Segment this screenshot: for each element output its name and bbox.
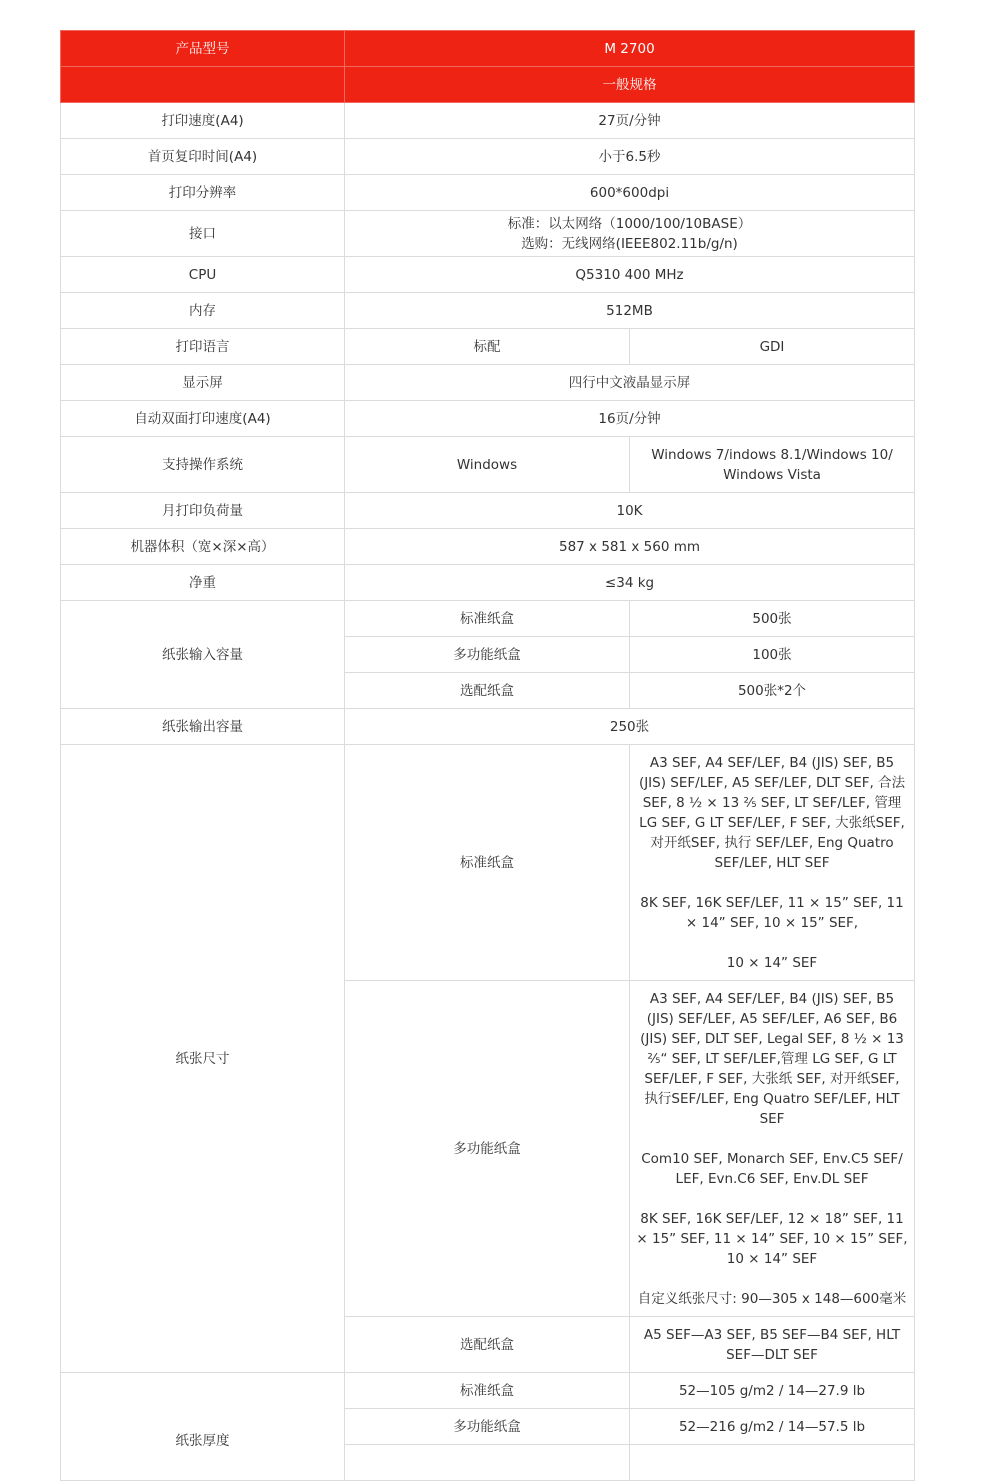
spec-value: 52—105 g/m2 / 14—27.9 lb [630,1373,915,1409]
spec-row-duplex-speed [61,401,915,437]
spec-value: 512MB [345,293,915,329]
spec-value: A3 SEF, A4 SEF/LEF, B4 (JIS) SEF, B5 (JIS) SEF/LEF, A5 SEF/LEF, A6 SEF, B6 (JIS) SEF, DLT SEF, Legal SEF, 8 ½ × 13 ⅖“ SEF, LT SEF/LEF,管理 LG SEF, G LT SEF/LEF, F SEF, 大张纸 SEF, 对开纸SEF, 执行SEF/LEF, Eng Quatro SEF/LEF, HLT SEF Com10 SEF, Monarch SEF, Env.C5 SEF/ LEF, Evn.C6 SEF, Env.DL SEF 8K SEF, 16K SEF/LEF, 12 × 18” SEF, 11 × 15” SEF, 11 × 14” SEF, 10 × 15” SEF, 10 × 14” SEF 自定义纸张尺寸: 90—305 x 148—600毫米 [630,981,915,1317]
spec-value: 100张 [630,637,915,673]
spec-row-input-standard [61,601,915,637]
spec-row-memory [61,293,915,329]
spec-table [60,30,915,1481]
spec-row-dimensions [61,529,915,565]
spec-sublabel: 多功能纸盒 [345,1409,630,1445]
spec-value: A5 SEF—A3 SEF, B5 SEF—B4 SEF, HLT SEF—DLT SEF [630,1317,915,1373]
spec-sublabel: 标准纸盒 [345,745,630,981]
spec-value: Q5310 400 MHz [345,257,915,293]
spec-label: CPU [61,257,345,293]
spec-value: A3 SEF, A4 SEF/LEF, B4 (JIS) SEF, B5 (JIS) SEF/LEF, A5 SEF/LEF, DLT SEF, 合法SEF, 8 ½ × 13 ⅖ SEF, LT SEF/LEF, 管理 LG SEF, G LT SEF/LEF, F SEF, 大张纸SEF, 对开纸SEF, 执行 SEF/LEF, Eng Quatro SEF/LEF, HLT SEF 8K SEF, 16K SEF/LEF, 11 × 15” SEF, 11 × 14” SEF, 10 × 15” SEF, 10 × 14” SEF [630,745,915,981]
spec-label: 支持操作系统 [61,437,345,493]
spec-label: 纸张输入容量 [61,601,345,709]
header-row-model [61,31,915,67]
spec-row-resolution [61,175,915,211]
spec-value: 250张 [345,709,915,745]
spec-row-cpu [61,257,915,293]
spec-row-size-standard [61,745,915,981]
spec-label: 打印语言 [61,329,345,365]
spec-label: 纸张尺寸 [61,745,345,1373]
spec-value: 52—216 g/m2 / 14—57.5 lb [630,1409,915,1445]
spec-label: 月打印负荷量 [61,493,345,529]
spec-label: 显示屏 [61,365,345,401]
spec-sublabel: 选配纸盒 [345,673,630,709]
spec-sublabel: 选配纸盒 [345,1317,630,1373]
spec-value: 587 x 581 x 560 mm [345,529,915,565]
spec-sublabel: 多功能纸盒 [345,981,630,1317]
spec-label: 纸张输出容量 [61,709,345,745]
spec-label: 净重 [61,565,345,601]
spec-row-os [61,437,915,493]
spec-label: 内存 [61,293,345,329]
spec-label: 纸张厚度 [61,1373,345,1481]
spec-value: GDI [630,329,915,365]
spec-sublabel: 标准纸盒 [345,601,630,637]
model-value: M 2700 [345,31,915,67]
spec-label: 首页复印时间(A4) [61,139,345,175]
header-empty-cell [61,67,345,103]
spec-value: 标准：以太网络（1000/100/10BASE） 选购：无线网络(IEEE802.11b/g/n) [345,211,915,257]
spec-row-weight [61,565,915,601]
spec-label: 打印速度(A4) [61,103,345,139]
spec-row-language [61,329,915,365]
spec-value: 27页/分钟 [345,103,915,139]
spec-label: 打印分辨率 [61,175,345,211]
spec-row-print-speed [61,103,915,139]
spec-row-display [61,365,915,401]
spec-value: 10K [345,493,915,529]
spec-sheet [60,30,914,1481]
spec-row-interface [61,211,915,257]
spec-sublabel: 多功能纸盒 [345,637,630,673]
spec-value: 500张 [630,601,915,637]
spec-value: 16页/分钟 [345,401,915,437]
spec-sublabel: 标准纸盒 [345,1373,630,1409]
spec-sublabel: Windows [345,437,630,493]
spec-label: 自动双面打印速度(A4) [61,401,345,437]
spec-row-duty [61,493,915,529]
spec-value: 500张*2个 [630,673,915,709]
spec-row-first-copy [61,139,915,175]
spec-value: ≤34 kg [345,565,915,601]
spec-label: 接口 [61,211,345,257]
header-row-section [61,67,915,103]
spec-value: 600*600dpi [345,175,915,211]
spec-sublabel: 标配 [345,329,630,365]
section-title: 一般规格 [345,67,915,103]
model-label: 产品型号 [61,31,345,67]
spec-value: 小于6.5秒 [345,139,915,175]
spec-label: 机器体积（宽×深×高） [61,529,345,565]
spec-row-weight-standard [61,1373,915,1409]
spec-value: 四行中文液晶显示屏 [345,365,915,401]
spec-value: Windows 7/indows 8.1/Windows 10/ Windows Vista [630,437,915,493]
spec-row-output [61,709,915,745]
